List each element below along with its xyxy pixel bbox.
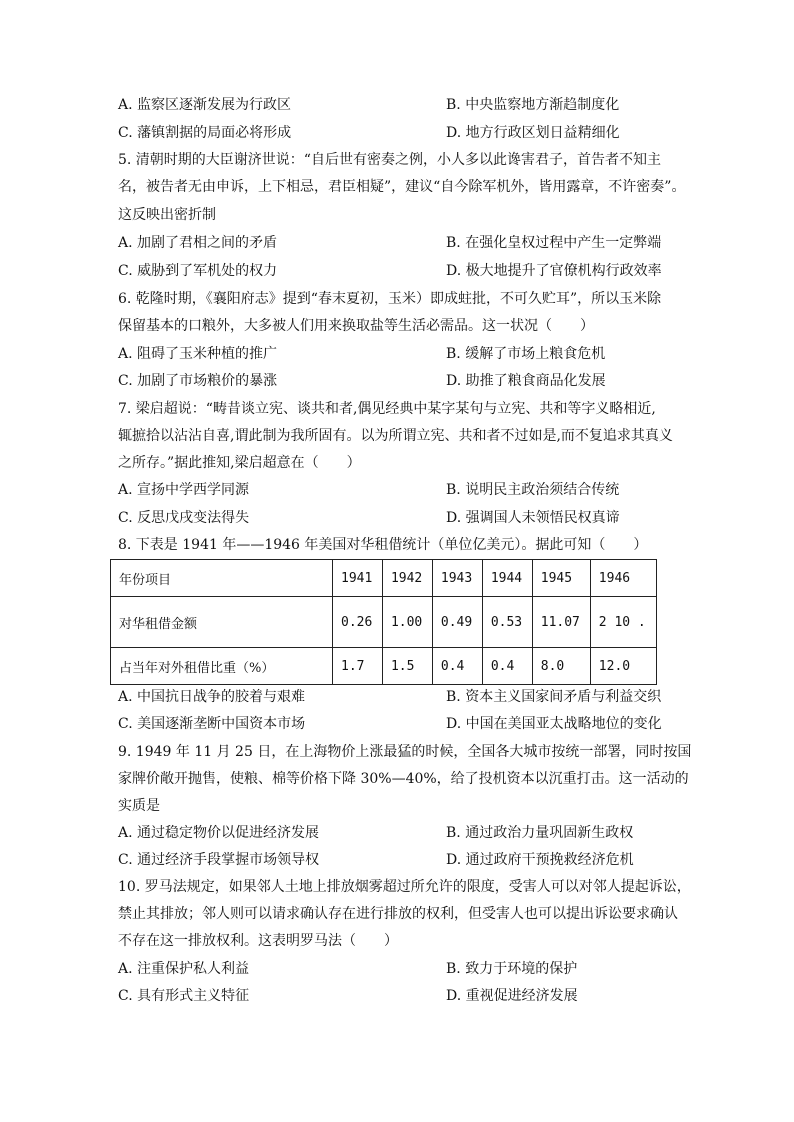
q6-stem-line-1: 6. 乾隆时期，《襄阳府志》提到“春末夏初，玉米）即成蛀批，不可久贮耳”，所以玉米除 [118,291,662,307]
q10-option-c: C. 具有形式主义特征 [118,988,250,1004]
table-header-row [111,560,657,597]
q8-option-c: C. 美国逐渐垄断中国资本市场 [118,716,306,732]
q6-option-a: A. 阻碍了玉米种植的推广 [118,346,278,362]
q5-option-d: D. 极大地提升了官僚机构行政效率 [446,263,662,279]
q9-option-c: C. 通过经济手段掌握市场领导权 [118,852,320,868]
q9-stem-line-1: 9. 1949 年 11 月 25 日，在上海物价上涨最猛的时候，全国各大城市按统一部署，同时按国 [118,744,692,760]
q7-stem-line-2: 辄摭拾以沾沾自喜,谓此制为我所固有。以为所谓立宪、共和者不过如是,而不复追求其真义 [118,428,673,444]
table-cell: 0.53 [482,597,532,648]
q10-option-b: B. 致力于环境的保护 [446,961,578,977]
q9-option-d: D. 通过政府干预挽救经济危机 [446,852,634,868]
q7-stem-line-3: 之所存。”据此推知,梁启超意在（ ） [118,455,361,471]
row-label: 对华租借金额 [111,597,333,648]
table-cell: 0.4 [432,648,482,685]
year-cell: 1944 [482,560,532,597]
table-cell: 0.49 [432,597,482,648]
q6-option-d: D. 助推了粮食商品化发展 [446,373,606,389]
table-cell: 12.0 [590,648,656,685]
q5-option-b: B. 在强化皇权过程中产生一定弊端 [446,235,662,251]
q5-stem-line-2: 名，被告者无由申诉，上下相忌，君臣相疑”，建议“自今除军机外，皆用露章，不许密奏”。 [118,179,686,195]
q10-stem-line-2: 禁止其排放；邻人则可以请求确认存在进行排放的权利，但受害人也可以提出诉讼要求确认 [118,906,678,922]
table-row [111,597,657,648]
q7-stem-line-1: 7. 梁启超说：“畴昔谈立宪、谈共和者,偶见经典中某字某句与立宪、共和等字义略相近, [118,401,656,417]
q5-option-c: C. 威胁到了军机处的权力 [118,263,278,279]
table-cell: 8.0 [532,648,590,685]
q7-option-d: D. 强调国人未领悟民权真谛 [446,510,620,526]
year-cell: 1942 [382,560,432,597]
table-cell: 0.26 [333,597,383,648]
q4-option-a: A. 监察区逐渐发展为行政区 [118,97,292,113]
q10-stem-line-1: 10. 罗马法规定，如果邻人土地上排放烟雾超过所允许的限度，受害人可以对邻人提起诉讼， [118,879,691,895]
q5-stem-line-3: 这反映出密折制 [118,207,216,223]
lend-lease-table [110,559,657,685]
q9-stem-line-3: 实质是 [118,798,160,814]
q9-option-b: B. 通过政治力量巩固新生政权 [446,825,634,841]
row-label: 占当年对外租借比重（%） [111,648,333,685]
q5-stem-line-1: 5. 清朝时期的大臣谢济世说：“自后世有密奏之例，小人多以此谗害君子，首告者不知主 [118,152,661,168]
q6-option-c: C. 加剧了市场粮价的暴涨 [118,373,278,389]
q4-option-d: D. 地方行政区划日益精细化 [446,125,620,141]
year-cell: 1946 [590,560,656,597]
q9-option-a: A. 通过稳定物价以促进经济发展 [118,825,320,841]
q8-option-d: D. 中国在美国亚太战略地位的变化 [446,716,662,732]
table-cell: 11.07 [532,597,590,648]
year-cell: 1945 [532,560,590,597]
table-cell: 1.00 [382,597,432,648]
q8-stem-line-1: 8. 下表是 1941 年——1946 年美国对华租借统计（单位亿美元）。据此可知（ ） [118,537,648,553]
q6-stem-line-2: 保留基本的口粮外，大多被人们用来换取盐等生活必需品。这一状况（ ） [118,318,594,334]
q4-option-c: C. 藩镇割据的局面必将形成 [118,125,292,141]
table-header-label: 年份项目 [111,560,333,597]
q10-stem-line-3: 不存在这一排放权利。这表明罗马法（ ） [118,933,398,949]
table-row [111,648,657,685]
q7-option-b: B. 说明民主政治须结合传统 [446,482,620,498]
table-cell: 1.7 [333,648,383,685]
q5-option-a: A. 加剧了君相之间的矛盾 [118,235,278,251]
table-cell: 1.5 [382,648,432,685]
q8-option-a: A. 中国抗日战争的胶着与艰难 [118,689,306,705]
q10-option-d: D. 重视促进经济发展 [446,988,578,1004]
table-cell: 2 10 . [590,597,656,648]
q7-option-a: A. 宣扬中学西学同源 [118,482,250,498]
year-cell: 1943 [432,560,482,597]
q4-option-b: B. 中央监察地方渐趋制度化 [446,97,620,113]
year-cell: 1941 [333,560,383,597]
q9-stem-line-2: 家牌价敞开抛售，使粮、棉等价格下降 30%—40%，给了投机资本以沉重打击。这一活动的 [118,771,689,787]
q10-option-a: A. 注重保护私人利益 [118,961,250,977]
q6-option-b: B. 缓解了市场上粮食危机 [446,346,606,362]
table-cell: 0.4 [482,648,532,685]
q8-option-b: B. 资本主义国家间矛盾与利益交织 [446,689,662,705]
q7-option-c: C. 反思戊戌变法得失 [118,510,250,526]
